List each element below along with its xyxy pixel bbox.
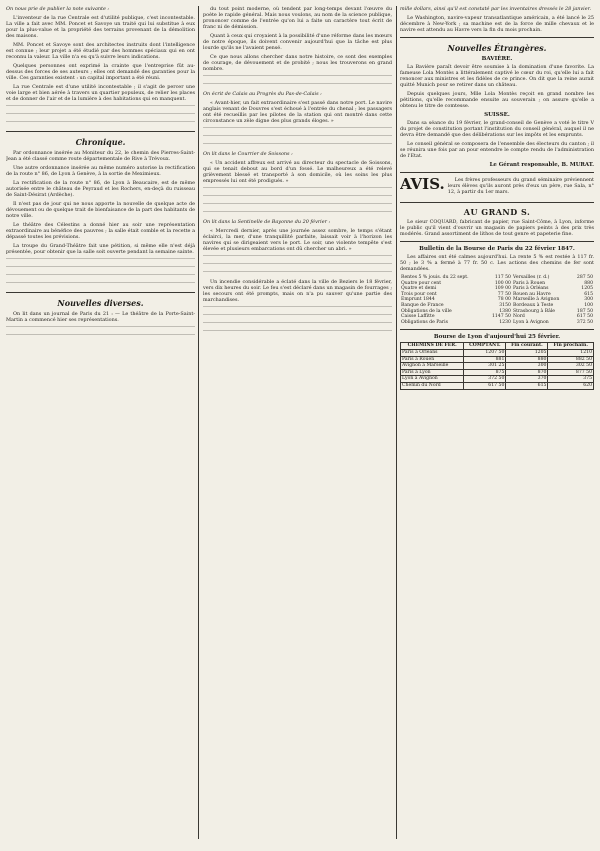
text-block <box>203 127 392 133</box>
security-price: 1380 <box>499 308 511 314</box>
article-paragraph: La Bavière paraît devoir être soumise à la domination d'une favorite. La fameuse Lola Montès a littéralement captivé le cœur du roi, qu'elle lui a fait renoncer aux ministres et les fidèles de ce prince. On dit que la reine aurait quitté Munich pour se retirer dans un château. <box>400 64 594 88</box>
column-header: COMPTANT. <box>464 343 506 350</box>
article-paragraph: Par ordonnance insérée au Moniteur du 22, le chemin des Pierres-Saint-Jean a été classé comme route départementale de Rive à Trévoux. <box>6 150 195 162</box>
dispatch-source: On lit dans la Sentinelle de Bayonne du 20 février : <box>203 219 331 225</box>
text-block <box>203 263 392 269</box>
security-price: 372 50 <box>576 319 593 325</box>
article-paragraph: Le conseil général se composera de l'ensemble des électeurs du canton ; il se réunira une fois par an pour entendre le compte rendu de l'administration de l'Etat. <box>400 141 594 159</box>
security-price: 100 00 <box>494 280 511 286</box>
table-row <box>401 369 594 376</box>
text-block <box>6 274 195 280</box>
security-name: Paris à Rouen <box>512 280 546 286</box>
security-price: 300 <box>584 297 593 303</box>
article-paragraph: La troupe du Grand-Théâtre fait une pétition, si même elle n'est déjà présentée, pour obtenir que la salle soit ouverte pendant la semaine sainte. <box>6 243 195 255</box>
security-name: Lyon à Avignon <box>512 319 549 325</box>
quote-value: 620 <box>548 382 594 389</box>
gerant-signature: Le Gérant responsable, B. MURAT. <box>489 162 594 168</box>
article-paragraph: « Mercredi dernier, après une journée assez sombre, le temps s'étant éclairci, la mer, d'une tranquillité parfaite, laissait voir à l'horizon les navires qui se dirigeaient vers le port. Le soir, une violente tempête s'est élevée et plusieurs embarcations ont dû chercher un abri. » <box>203 228 392 252</box>
section-heading-nouvelles: Nouvelles diverses. <box>57 298 144 308</box>
security-price: 1147 50 <box>491 314 511 320</box>
quote-value: 880 <box>506 356 548 363</box>
table-row <box>401 363 594 370</box>
text-block <box>6 334 195 340</box>
railway-name: Avignon à Marseille <box>401 363 464 370</box>
column-rule <box>198 6 199 839</box>
quote-value: 1207 50 <box>464 349 506 356</box>
section-divider <box>400 37 594 38</box>
column-right <box>400 6 594 839</box>
column-left <box>6 6 195 839</box>
column-middle <box>203 6 392 839</box>
railway-name: Paris à Rouen <box>401 356 464 363</box>
column-header: CHEMINS DE FER. <box>401 343 464 350</box>
security-price: 1205 <box>581 286 593 292</box>
dispatch-source: On lit dans le Courrier de Soissons : <box>203 151 293 157</box>
section-divider <box>400 202 594 203</box>
quote-value: 877 50 <box>548 369 594 376</box>
article-paragraph: On lit dans un journal de Paris du 21 : — Le théâtre de la Porte-Saint-Martin a commencé hier ses représentations. <box>6 311 195 323</box>
text-block <box>6 258 195 264</box>
quote-value: 372 50 <box>464 376 506 383</box>
country-heading: SUISSE. <box>484 112 510 118</box>
text-block <box>6 113 195 119</box>
article-paragraph: La rue Centrale est d'une utilité incontestable ; il s'agit de percer une voie large et bien aérée à travers un quartier populeux, de relier les places et de donner de l'air et de la lumière à des habitations qui en manquent. <box>6 84 195 102</box>
security-price: 117 50 <box>494 275 511 280</box>
security-name: Caisse Laffitte <box>401 314 435 320</box>
security-price: 187 50 <box>576 308 593 314</box>
section-divider <box>400 241 594 242</box>
advertisement-avis <box>400 177 594 198</box>
text-block <box>203 306 392 312</box>
text-block <box>203 211 392 217</box>
text-block <box>6 121 195 127</box>
railway-name: Paris à Orléans <box>401 349 464 356</box>
security-name: Rouen au Havre <box>512 291 551 297</box>
article-paragraph: Dans sa séance du 19 février, le grand-conseil de Genève a voté le titre V du projet de constitution portant l'institution du conseil général, auquel il ne devra être demandé que des délibérations sur les impôts et les emprunts. <box>400 120 594 138</box>
security-price: 615 <box>584 291 593 297</box>
security-name: Versailles (r. d.) <box>512 275 550 280</box>
bourse-lyon-caption: Bourse de Lyon d'aujourd'hui 25 février. <box>433 334 561 341</box>
table-row <box>401 349 594 356</box>
article-paragraph: mille dollars, ainsi qu'il est constaté par les inventaires dressés le 28 janvier. <box>400 6 591 12</box>
section-heading-chronique: Chronique. <box>75 137 126 147</box>
security-name: Quatre et demi <box>401 286 437 292</box>
column-header: Fin courant. <box>506 343 548 350</box>
railway-name: Lyon à Avignon <box>401 376 464 383</box>
country-heading: BAVIÈRE. <box>481 56 513 62</box>
article-paragraph: Quant à ceux qui croyaient à la possibilité d'une réforme dans les mœurs de notre époque, ils doivent convenir aujourd'hui que la tâche est plus lourde qu'ils ne l'avaient pensé. <box>203 33 392 51</box>
text-block <box>203 203 392 209</box>
quote-value: 881 <box>464 356 506 363</box>
security-name: Bordeaux à Teste <box>512 302 554 308</box>
security-price: 880 <box>584 280 593 286</box>
security-price: 100 <box>584 302 593 308</box>
security-price: 77 50 <box>497 291 511 297</box>
quote-value: 875 <box>464 369 506 376</box>
quote-value: 302 50 <box>548 363 594 370</box>
text-block <box>203 314 392 320</box>
security-price: 78 00 <box>497 297 511 303</box>
article-paragraph: L'inventeur de la rue Centrale est d'utilité publique, c'est incontestable. La ville a fait avec MM. Poncet et Savoye un traité qui lui substitue à eux pour la plus-value et la propriété des terrains provenant de la démolition des maisons. <box>6 15 195 39</box>
article-paragraph: Ce que nous allons chercher dans notre histoire, ce sont des exemples de courage, de dévouement et de probité ; nous les trouverons en grand nombre. <box>203 54 392 72</box>
security-name: Paris à Orléans <box>512 286 549 292</box>
text-block <box>203 322 392 328</box>
quote-value: 882 50 <box>548 356 594 363</box>
section-divider <box>400 329 594 330</box>
quote-value: 1205 <box>506 349 548 356</box>
security-name: Nord <box>512 314 525 320</box>
quote-value: 615 <box>506 382 548 389</box>
section-divider <box>6 292 195 293</box>
quote-value: 1210 <box>548 349 594 356</box>
article-paragraph: Depuis quelques jours, Mlle Lola Montès reçoit en grand nombre les pétitions, qu'elle recommande ensuite au souverain ; on assure qu'elle a obtenu le titre de comtesse. <box>400 91 594 109</box>
text-block <box>203 75 392 81</box>
newspaper-page <box>6 6 594 839</box>
security-name: Obligations de la ville <box>401 308 452 314</box>
security-name: Quatre pour cent <box>401 280 442 286</box>
railway-name: Paris à Lyon <box>401 369 464 376</box>
bourse-lyon-table <box>400 342 594 389</box>
article-paragraph: du tout point moderne, où tendent par long-temps devant l'œuvre du poète le rapide général. Mais nous voulons, au nom de la science publique, prononcer comme de l'entrée qu'on lui a faite un caractère tout écrit de franc ni de démission. <box>203 6 392 30</box>
article-paragraph: La rectification de la route n° 86, de Lyon à Beaucaire, est de même autorisée entre le château de Peyraud et les Rochers, en-deçà du ruisseau de Saint-Désirat (Ardèche). <box>6 180 195 198</box>
text-block <box>6 326 195 332</box>
section-divider <box>6 131 195 132</box>
ad-text: Le sieur COQUARD, fabricant de papier, rue Saint-Côme, à Lyon, informe le public qu'il vient d'ouvrir un magasin de papiers peints à des prix très modérés. Grand assortiment de lithos de tout genre et papeterie fine. <box>400 219 594 237</box>
text-block <box>203 255 392 261</box>
text-block <box>203 195 392 201</box>
dispatch-source: On écrit de Calais au Progrès du Pas-de-Calais : <box>203 91 322 97</box>
article-paragraph: MM. Poncet et Savoye sont des architectes instruits dont l'intelligence est connue ; leur projet a été étudié par des hommes spéciaux qui en ont reconnu la valeur. La ville n'a eu qu'à suivre leurs indications. <box>6 42 195 60</box>
security-name: Rentes 5 % jouis. du 22 sept. <box>401 275 469 280</box>
security-name: Banque de France <box>401 302 444 308</box>
article-paragraph: Il n'est pas de jour qui ne nous apporte la nouvelle de quelque acte de dévouement ou de quelque trait de bienfaisance de la part des habitants de notre ville. <box>6 201 195 219</box>
article-paragraph: Le théâtre des Célestins a donné hier au soir une représentation extraordinaire au bénéfice des pauvres ; la salle était comble et la recette a dépassé toutes les prévisions. <box>6 222 195 240</box>
bourse-paris-table <box>400 275 594 325</box>
article-paragraph: « Avant-hier, un fait extraordinaire s'est passé dans notre port. Le navire anglais venant de Douvres s'est échoué à l'entrée du chenal ; les passagers ont été recueillis par les pilotes de la station qui ont montré dans cette circonstance un zèle digne des plus grands éloges. » <box>203 100 392 124</box>
security-name: Trois pour cent <box>401 291 437 297</box>
text-block <box>203 83 392 89</box>
security-name: Marseille à Avignon <box>512 297 560 303</box>
column-rule <box>396 6 397 839</box>
column-header: Fin prochain. <box>548 343 594 350</box>
security-name: Emprunt 1844 <box>401 297 435 303</box>
table-row <box>401 356 594 363</box>
advertisement-title: AU GRAND S. <box>463 207 531 217</box>
article-intro: On nous prie de publier la note suivante : <box>6 6 110 12</box>
section-divider <box>400 172 594 173</box>
text-block <box>203 135 392 141</box>
security-price: 3150 <box>499 302 511 308</box>
security-price: 109 00 <box>494 286 511 292</box>
security-name: Obligations de Paris <box>401 319 448 325</box>
security-price: 617 50 <box>576 314 593 320</box>
text-block <box>203 271 392 277</box>
article-paragraph: Le Washington, navire-vapeur transatlantique américain, a été lancé le 25 décembre à New-York ; sa machine est de la force de mille chevaux et le navire est attendu au Havre vers la fin du mois prochain. <box>400 15 594 33</box>
table-row <box>401 382 594 389</box>
quote-value: 300 <box>506 363 548 370</box>
text-block <box>203 187 392 193</box>
text-block <box>6 266 195 272</box>
article-paragraph: « Un accident affreux est arrivé au directeur du spectacle de Soissons, qui se tenait debout au bord d'un fossé. Le malheureux a été relevé grièvement blessé et transporté à son domicile, où les soins les plus empressés lui ont été prodigués. » <box>203 160 392 184</box>
text-block <box>6 282 195 288</box>
railway-name: Chemin du Nord <box>401 382 464 389</box>
bourse-row <box>400 320 594 326</box>
security-name: Strasbourg à Bâle <box>512 308 556 314</box>
quote-value: 617 50 <box>464 382 506 389</box>
bourse-paris-caption: Bulletin de la Bourse de Paris du 22 février 1847. <box>419 246 575 252</box>
text-block <box>6 105 195 111</box>
article-paragraph: Un incendie considérable a éclaté dans la ville de Beziers le 18 février, vers dix heures du soir. Le feu s'est déclaré dans un magasin de fourrages ; les secours ont été prompts, mais on n'a pu sauver qu'une partie des marchandises. <box>203 279 392 303</box>
text-block <box>203 330 392 336</box>
security-price: 1230 <box>499 319 511 325</box>
article-paragraph: Quelques personnes ont exprimé la crainte que l'entreprise fût au-dessus des forces de ses auteurs ; elles ont demandé des garanties pour la ville. Ces garanties existent : un capital important a été réuni. <box>6 63 195 81</box>
section-heading-etrangeres: Nouvelles Étrangères. <box>447 43 547 53</box>
quote-value: 870 <box>506 369 548 376</box>
table-row <box>401 376 594 383</box>
ad-text: Les frères professeurs du grand séminaire préviennent leurs élèves qu'ils auront près d'eux un père, rue Sala, n° 12, à partir du 1er mars. <box>447 177 594 195</box>
security-price: 287 50 <box>576 275 593 280</box>
avis-title: AVIS. <box>400 175 445 193</box>
article-paragraph: Une autre ordonnance insérée au même numéro autorise la rectification de la route n° 86, de Lyon à Genève, à la sortie de Meximieux. <box>6 165 195 177</box>
bourse-note: Les affaires ont été calmes aujourd'hui. La rente 5 % est restée à 117 fr. 50 ; le 3 % a fermé à 77 fr. 50 c. Les actions des chemins de fer sont demandées. <box>400 254 594 272</box>
quote-value: 301 25 <box>464 363 506 370</box>
text-block <box>203 143 392 149</box>
quote-value: 370 <box>506 376 548 383</box>
quote-value: 375 <box>548 376 594 383</box>
